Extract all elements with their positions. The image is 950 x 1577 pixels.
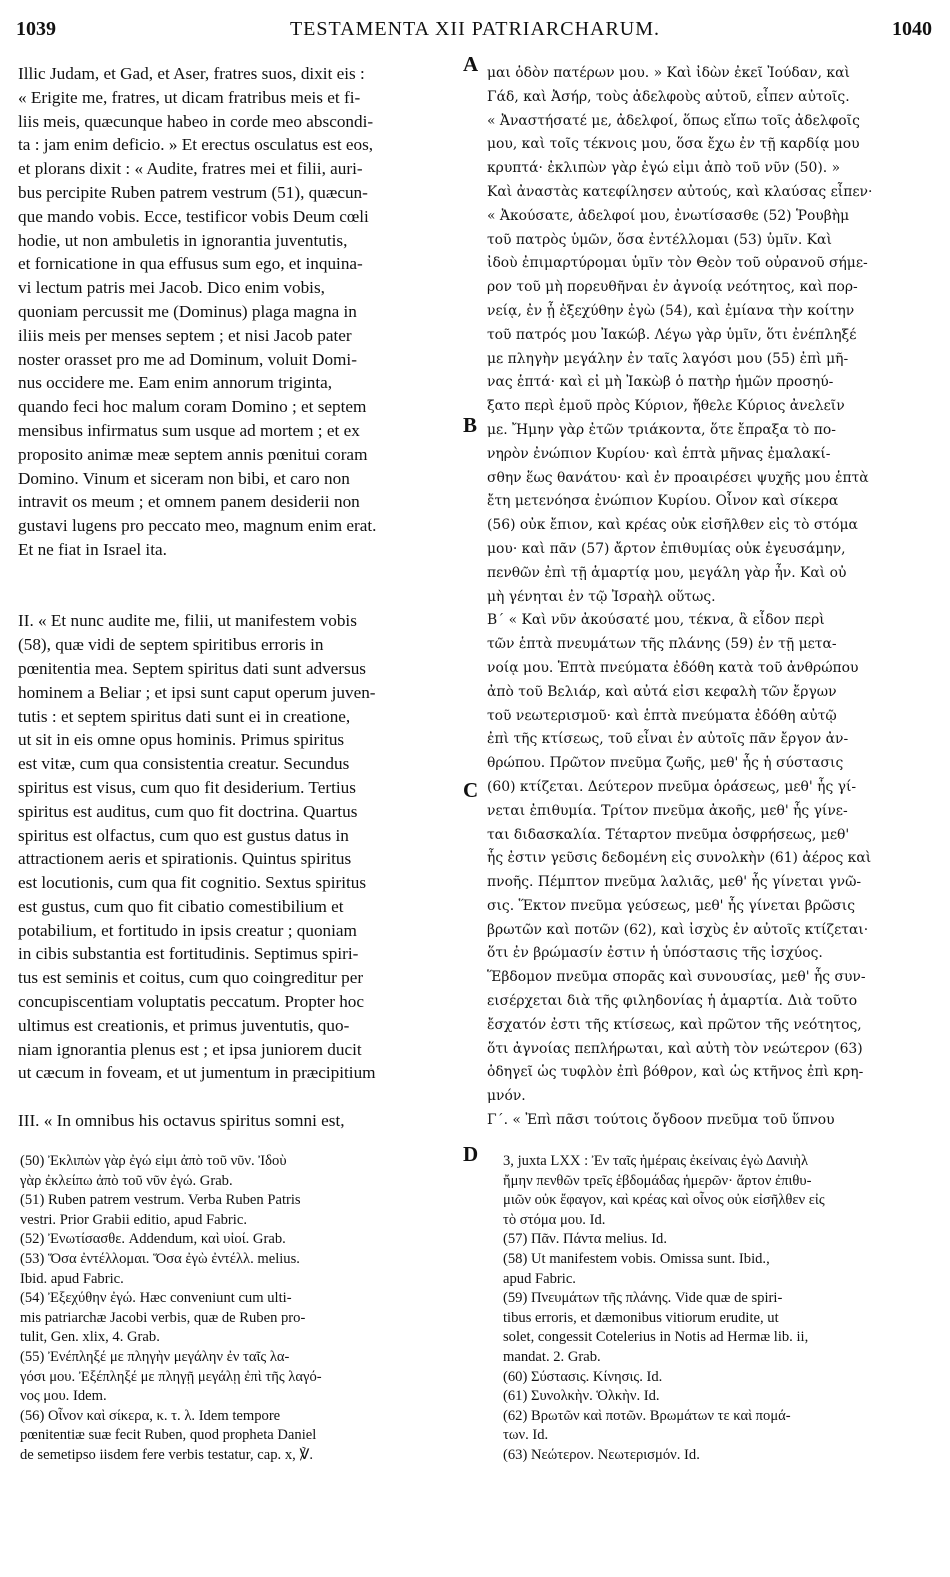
latin-text-line: in cibis substantia est fortitudinis. Septimus spiri- bbox=[18, 944, 359, 964]
latin-text-line: ut sit in eis omne opus hominis. Primus spiritus bbox=[18, 730, 345, 750]
latin-text-line: ultimus est creationis, et primus juventutis, quo- bbox=[18, 1015, 350, 1035]
greek-text-line: μου, καὶ τοῖς τέκνοις μου, ὅσα ἔχω ἐν τῇ καρδίᾳ μου bbox=[487, 136, 860, 153]
footnote-line: (60) Σύστασις. Κίνησις. Id. bbox=[503, 1368, 663, 1385]
latin-text-line: Et ne fiat in Israel ita. bbox=[18, 539, 167, 559]
footnote-line: (52) Ἐνωτίσασθε. Addendum, καὶ υἱοί. Grab. bbox=[20, 1231, 286, 1248]
footnote-line: (55) Ἐνέπληξέ με πληγὴν μεγάλην ἐν ταῖς λα- bbox=[20, 1348, 290, 1365]
latin-text-line: quando feci hoc malum coram Domino ; et septem bbox=[18, 397, 367, 417]
greek-text-line: Ἕβδομον πνεῦμα σπορᾶς καὶ συνουσίας, μεθ' ἧς συν- bbox=[487, 969, 866, 986]
left-page-number: 1039 bbox=[16, 18, 56, 40]
greek-text-line: με πληγὴν μεγάλην ἐν ταῖς λαγόσι μου (55) ἐπὶ μῆ- bbox=[487, 350, 849, 367]
greek-text-line: νεται ἐπιθυμία. Τρίτον πνεῦμα ἀκοῆς, μεθ' ἧς γίνε- bbox=[487, 802, 848, 819]
latin-text-line: tus est seminis et coitus, cum quo coingreditur per bbox=[18, 968, 364, 988]
greek-text-line: ἧς ἐστιν γεῦσις δεδομένη εἰς συνολκὴν (61) ἀέρος καὶ bbox=[487, 850, 872, 867]
latin-text-line: que mando vobis. Ecce, testificor vobis Deum cœli bbox=[18, 206, 369, 226]
footnotes-left-column bbox=[20, 1152, 458, 1466]
greek-text-line: νείᾳ, ἐν ᾗ ἐξεχύθην ἐγὼ (54), καὶ ἐμίανα τὴν κοίτην bbox=[487, 302, 855, 319]
greek-text-line: σις. Ἕκτον πνεῦμα γεύσεως, μεθ' ἧς γίνεται βρῶσις bbox=[487, 897, 855, 914]
footnote-line: (61) Συνολκὴν. Ὁλκὴν. Id. bbox=[503, 1388, 660, 1405]
latin-text-line: nus occidere me. Eam enim annorum triginta, bbox=[18, 373, 333, 393]
footnote-line: tibus erroris, et dæmonibus vitiorum erudite, ut bbox=[503, 1309, 779, 1326]
latin-text-line: proposito animæ meæ septem annis pœnitui coram bbox=[18, 444, 368, 464]
greek-text-line: ται διδασκαλία. Τέταρτον πνεῦμα ὀσφρήσεως, μεθ' bbox=[487, 826, 850, 843]
footnote-line: γόσι μου. Ἐξέπληξέ με πληγῇ μεγάλῃ ἐπὶ τῆς λαγό- bbox=[20, 1368, 322, 1385]
latin-text-line: et plorans dixit : « Audite, fratres mei et filii, auri- bbox=[18, 159, 363, 179]
greek-text-line: « Ἀναστήσατέ με, ἀδελφοί, ὅπως εἴπω τοῖς ἀδελφοῖς bbox=[487, 112, 860, 129]
latin-text-line: concupiscentiam voluptatis peccatum. Propter hoc bbox=[18, 992, 365, 1012]
greek-text-line: βρωτῶν καὶ ποτῶν (62), καὶ ἰσχὺς ἐν αὐτοῖς κτίζεται· bbox=[487, 921, 869, 938]
footnote-line: tulit, Gen. xlix, 4. Grab. bbox=[20, 1329, 160, 1346]
greek-text-line: σθην ἕως θανάτου· καὶ ἐν προαιρέσει ψυχῆς μου ἑπτὰ bbox=[487, 469, 869, 486]
footnote-line: solet, congessit Cotelerius in Notis ad Hermæ lib. ii, bbox=[503, 1329, 809, 1346]
latin-text-line: est locutionis, cum qua fit cognitio. Sextus spiritus bbox=[18, 873, 367, 893]
greek-text-line: κρυπτά· ἐκλιπὼν γὰρ ἐγώ εἰμι ἀπὸ τοῦ νῦν (50). » bbox=[487, 160, 841, 177]
footnote-line: γὰρ ἐκλείπω ἀπὸ τοῦ νῦν ἐγώ. Grab. bbox=[20, 1172, 233, 1189]
margin-letter-c: C bbox=[463, 778, 479, 802]
footnote-line: (51) Ruben patrem vestrum. Verba Ruben Patris bbox=[20, 1192, 301, 1209]
latin-text-line: Domino. Vinum et siceram non bibi, et caro non bbox=[18, 468, 350, 488]
margin-letter-b: B bbox=[463, 413, 478, 437]
greek-text-line: νηρὸν ἐνώπιον Κυρίου· καὶ ἑπτὰ μῆνας ἐμαλακί- bbox=[487, 445, 831, 462]
greek-text-line: μνόν. bbox=[487, 1088, 526, 1105]
latin-text-line: pœnitentia mea. Septem spiritus dati sunt adversus bbox=[18, 658, 366, 678]
latin-text-line: et fornicatione in qua effusus sum ego, et inquina- bbox=[18, 254, 363, 274]
greek-text-line: ρον τοῦ μὴ πορευθῆναι ἐν ἀγνοίᾳ νεότητος, καὶ πορ- bbox=[487, 279, 858, 296]
greek-text-line: νας ἑπτά· καὶ εἰ μὴ Ἰακὼβ ὁ πατὴρ ἡμῶν προσηύ- bbox=[487, 374, 834, 391]
latin-text-line: est gustus, cum quo fit cibatio comestibilium et bbox=[18, 896, 344, 916]
greek-text-line: (60) κτίζεται. Δεύτερον πνεῦμα ὁράσεως, μεθ' ἧς γί- bbox=[487, 778, 857, 795]
greek-text-line: μὴ γένηται ἐν τῷ Ἰσραὴλ οὕτως. bbox=[487, 588, 716, 605]
latin-text-line: hodie, ut non ambuletis in ignorantia juventutis, bbox=[18, 230, 348, 250]
greek-text-line: πνοῆς. Πέμπτον πνεῦμα λαλιᾶς, μεθ' ἧς γίνεται γνῶ- bbox=[487, 874, 862, 891]
greek-text-line: (56) οὐκ ἔπιον, καὶ κρέας οὐκ εἰσῆλθεν εἰς τὸ στόμα bbox=[487, 517, 858, 534]
greek-text-line: τῶν ἑπτὰ πνευμάτων τῆς πλάνης (59) ἐν τῇ μετα- bbox=[487, 636, 837, 653]
greek-text-line: ἔσχατόν ἐστι τῆς κτίσεως, καὶ πρῶτον τῆς νεότητος, bbox=[487, 1016, 862, 1033]
footnote-line: vestri. Prior Grabii editio, apud Fabric. bbox=[20, 1211, 247, 1228]
greek-text-line: Καὶ ἀναστὰς κατεφίλησεν αὐτούς, καὶ κλαύσας εἶπεν· bbox=[487, 183, 873, 200]
footnote-line: (59) Πνευμάτων τῆς πλάνης. Vide quæ de spiri- bbox=[503, 1290, 783, 1307]
latin-text-line: ta : jam enim deficio. » Et erectus osculatus est eos, bbox=[18, 135, 374, 155]
footnote-line: Ibid. apud Fabric. bbox=[20, 1270, 124, 1287]
footnote-line: (50) Ἐκλιπὼν γὰρ ἐγώ εἰμι ἀπὸ τοῦ νῦν. Ἰδοὺ bbox=[20, 1153, 287, 1169]
latin-text-line: tutis : et septem spiritus dati sunt ei in creatione, bbox=[18, 706, 351, 726]
greek-text-line: ἐπὶ τῆς κτίσεως, τοῦ εἶναι ἐν αὐτοῖς πᾶν ἔργον ἀν- bbox=[487, 731, 849, 748]
latin-text-line bbox=[18, 586, 458, 610]
greek-text-line: μαι ὁδὸν πατέρων μου. » Καὶ ἰδὼν ἐκεῖ Ἰούδαν, καὶ bbox=[487, 65, 850, 81]
greek-text-line: Γάδ, καὶ Ἀσήρ, τοὺς ἀδελφοὺς αὐτοῦ, εἶπεν αὐτοῖς. bbox=[487, 88, 850, 105]
latin-text-line: « Erigite me, fratres, ut dicam fratribus meis et fi- bbox=[18, 87, 361, 107]
footnote-line: apud Fabric. bbox=[503, 1270, 576, 1287]
footnote-line: των. Id. bbox=[503, 1427, 549, 1444]
greek-text-line: ὅτι ἐν βρώμασίν ἐστιν ἡ ὑπόστασις τῆς ἰσχύος. bbox=[487, 945, 823, 962]
greek-text-line: νοίᾳ μου. Ἑπτὰ πνεύματα ἐδόθη κατὰ τοῦ ἀνθρώπου bbox=[487, 659, 859, 676]
latin-text-line: potabilium, et fortitudo in ipsis creatur ; quoniam bbox=[18, 920, 357, 940]
greek-text-line: μου· καὶ πᾶν (57) ἄρτον ἐπιθυμίας οὐκ ἐγευσάμην, bbox=[487, 540, 846, 557]
greek-text-line: εισέρχεται διὰ τῆς φιληδονίας ἡ ἁμαρτία. Διὰ τοῦτο bbox=[487, 993, 858, 1010]
greek-text-line: Β´ « Καὶ νῦν ἀκούσατέ μου, τέκνα, ἃ εἶδον περὶ bbox=[487, 612, 825, 629]
latin-text-line: spiritus est visus, cum quo fit desiderium. Tertius bbox=[18, 777, 356, 797]
latin-text-line: bus percipite Ruben patrem vestrum (51), quæcun- bbox=[18, 182, 368, 202]
footnote-line: (54) Ἐξεχύθην ἐγώ. Hæc conveniunt cum ulti- bbox=[20, 1290, 292, 1307]
running-title: TESTAMENTA XII PATRIARCHARUM. bbox=[289, 18, 661, 40]
footnote-line: mandat. 2. Grab. bbox=[503, 1348, 601, 1365]
footnote-line: 3, juxta LXX : Ἐν ταῖς ἡμέραις ἐκείναις ἐγὼ Δανιὴλ bbox=[503, 1153, 809, 1169]
latin-text-line: spiritus est olfactus, cum quo est gustus datus in bbox=[18, 825, 349, 845]
footnote-line: (56) Οἶνον καὶ σίκερα, κ. τ. λ. Idem tempore bbox=[20, 1407, 281, 1424]
latin-text-line: iliis meis per menses septem ; et nisi Jacob pater bbox=[18, 325, 352, 345]
footnotes-right-column bbox=[503, 1152, 943, 1466]
greek-text-line: ἔτη μετενόησα ἐνώπιον Κυρίου. Οἶνον καὶ σίκερα bbox=[487, 493, 839, 510]
greek-text-line: τοῦ πατρός μου Ἰακώβ. Λέγω γὰρ ὑμῖν, ὅτι ἐνέπληξέ bbox=[487, 326, 857, 343]
margin-letter-d: D bbox=[463, 1142, 479, 1166]
latin-text-line: quoniam percussit me (Dominus) plaga magna in bbox=[18, 301, 357, 321]
greek-text-line: τοῦ πατρὸς ὑμῶν, ὅσα ἐντέλλομαι (53) ὑμῖν. Καὶ bbox=[487, 231, 832, 248]
latin-text-line: II. « Et nunc audite me, filii, ut manifestem vobis bbox=[18, 611, 357, 631]
latin-text-line: (58), quæ vidi de septem spiritibus erroris in bbox=[18, 635, 324, 655]
latin-text-line: attractionem aeris et spirationis. Quintus spiritus bbox=[18, 849, 352, 869]
latin-text-line: niam ignorantia plenus est ; et ipsa juniorem ducit bbox=[18, 1039, 362, 1059]
latin-text-line: mensibus infirmatus sum usque ad mortem ; et ex bbox=[18, 420, 360, 440]
footnote-line: de semetipso iisdem fere verbis testatur, cap. x, ℣. bbox=[20, 1446, 314, 1463]
footnote-line: τὸ στόμα μου. Id. bbox=[503, 1211, 606, 1228]
footnote-line: μιῶν οὐκ ἔφαγον, καὶ κρέας καὶ οἶνος οὐκ εἰσῆλθεν εἰς bbox=[503, 1192, 825, 1209]
footnote-line: (62) Βρωτῶν καὶ ποτῶν. Βρωμάτων τε καὶ πομά- bbox=[503, 1407, 791, 1424]
footnote-line: pœnitentiæ suæ fecit Ruben, quod propheta Daniel bbox=[20, 1427, 317, 1444]
latin-text-line: intravit os meum ; et omnem panem desiderii non bbox=[18, 492, 360, 512]
latin-text-line: III. « In omnibus his octavus spiritus somni est, bbox=[18, 1111, 345, 1131]
greek-text-line: ὅτι ἀγνοίας πεπλήρωται, καὶ αὐτὴ τὸν νεώτερον (63) bbox=[487, 1040, 863, 1057]
latin-text-line bbox=[18, 1085, 458, 1109]
latin-text-line: vi lectum patris mei Jacob. Dico enim vobis, bbox=[18, 278, 325, 298]
margin-letter-a: A bbox=[463, 52, 479, 76]
greek-text-line: ἰδοὺ ἐπιμαρτύρομαι ὑμῖν τὸν Θεὸν τοῦ οὐρανοῦ σήμε- bbox=[487, 255, 868, 272]
footnote-line: mis patriarchæ Jacobi verbis, quæ de Ruben pro- bbox=[20, 1309, 306, 1326]
footnote-line: νος μου. Idem. bbox=[20, 1388, 107, 1405]
latin-text-column bbox=[18, 62, 458, 1133]
latin-text-line: Illic Judam, et Gad, et Aser, fratres suos, dixit eis : bbox=[18, 64, 365, 83]
greek-text-line: πενθῶν ἐπὶ τῇ ἁμαρτίᾳ μου, μεγάλη γὰρ ἦν. Καὶ οὐ bbox=[487, 564, 847, 581]
latin-text-line bbox=[18, 562, 458, 586]
footnote-line: ἤμην πενθῶν τρεῖς ἑβδομάδας ἡμερῶν· ἄρτον ἐπιθυ- bbox=[503, 1172, 812, 1189]
footnote-line: (63) Νεώτερον. Νεωτερισμόν. Id. bbox=[503, 1446, 700, 1463]
greek-text-line: ἀπὸ τοῦ Βελιάρ, καὶ αὐτά εἰσι κεφαλὴ τῶν ἔργων bbox=[487, 683, 837, 700]
latin-text-line: gustavi lugens pro peccato meo, magnum enim erat. bbox=[18, 516, 377, 536]
greek-text-line: με. Ἤμην γὰρ ἐτῶν τριάκοντα, ὅτε ἔπραξα τὸ πο- bbox=[487, 421, 836, 438]
latin-text-line: hominem a Beliar ; et ipsi sunt caput operum juven- bbox=[18, 682, 376, 702]
greek-text-line: θρώπου. Πρῶτον πνεῦμα ζωῆς, μεθ' ἧς ἡ σύστασις bbox=[487, 755, 844, 772]
footnote-line: (53) Ὅσα ἐντέλλομαι. Ὅσα ἐγὼ ἐντέλλ. melius. bbox=[20, 1250, 300, 1267]
latin-text-line: est vitæ, cum qua consistentia creatur. Secundus bbox=[18, 754, 350, 774]
greek-text-line: Γ´. « Ἐπὶ πᾶσι τούτοις ὄγδοον πνεῦμα τοῦ ὕπνου bbox=[487, 1112, 835, 1129]
latin-text-line: noster orasset pro me ad Dominum, voluit Domi- bbox=[18, 349, 357, 369]
greek-text-line: τοῦ νεωτερισμοῦ· καὶ ἑπτὰ πνεύματα ἐδόθη αὐτῷ bbox=[487, 707, 837, 724]
greek-text-line: ὁδηγεῖ ὡς τυφλὸν ἐπὶ βόθρον, καὶ ὡς κτῆνος ἐπὶ κρη- bbox=[487, 1064, 864, 1081]
right-page-number: 1040 bbox=[892, 18, 932, 40]
greek-text-column bbox=[487, 62, 942, 1133]
greek-text-line: ξατο περὶ ἐμοῦ πρὸς Κύριον, ἤθελε Κύριος ἀνελεῖν bbox=[487, 398, 845, 415]
footnote-line: (58) Ut manifestem vobis. Omissa sunt. Ibid., bbox=[503, 1250, 770, 1267]
footnote-line: (57) Πᾶν. Πάντα melius. Id. bbox=[503, 1231, 668, 1248]
latin-text-line: spiritus est auditus, cum quo fit doctrina. Quartus bbox=[18, 801, 358, 821]
greek-text-line: « Ἀκούσατε, ἀδελφοί μου, ἐνωτίσασθε (52) Ῥουβὴμ bbox=[487, 207, 850, 224]
latin-text-line: ut cæcum in foveam, et ut jumentum in præcipitium bbox=[18, 1063, 376, 1083]
latin-text-line: liis meis, quæcunque habeo in corde meo abscondi- bbox=[18, 111, 374, 131]
